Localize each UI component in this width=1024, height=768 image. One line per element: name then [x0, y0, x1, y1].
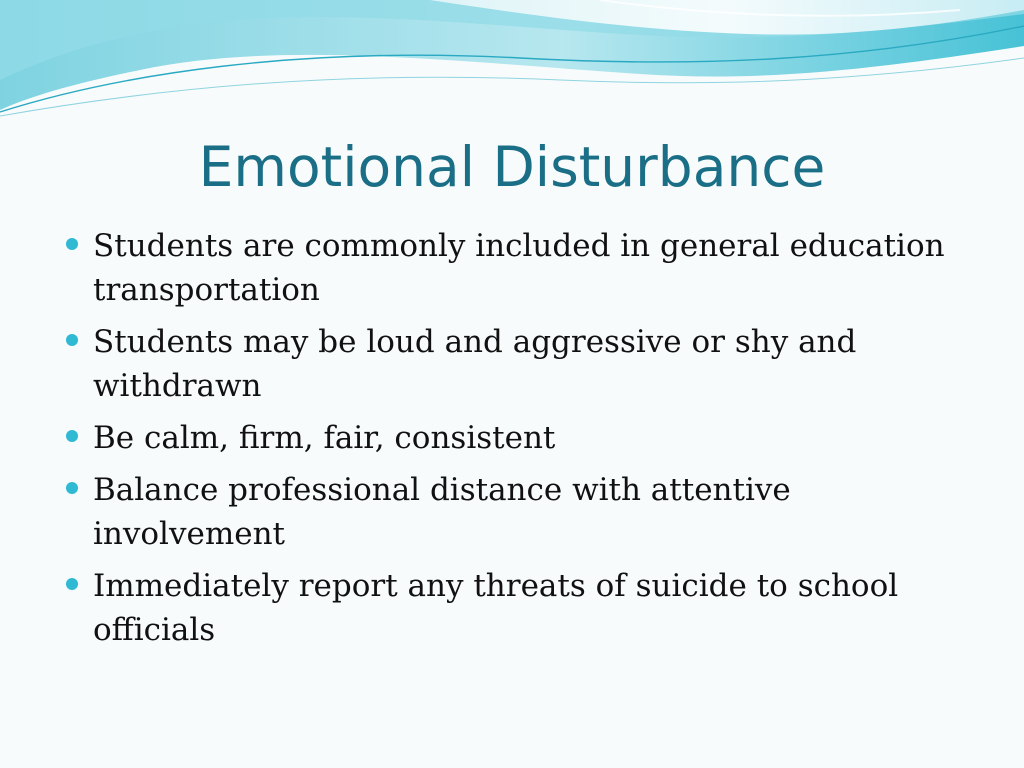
- bullet-item: [62, 416, 962, 460]
- bullet-text: Be calm, firm, fair, consistent: [93, 420, 556, 456]
- bullet-dot-icon: [66, 238, 78, 250]
- bullet-text: Students may be loud and aggressive or shy and withdrawn: [93, 324, 857, 404]
- bullet-dot-icon: [66, 334, 78, 346]
- bullet-item: [62, 468, 962, 556]
- header-wave-decoration: [0, 0, 1024, 120]
- bullet-list: [62, 224, 962, 660]
- bullet-text: Immediately report any threats of suicide to school officials: [93, 568, 899, 648]
- slide-title: Emotional Disturbance: [198, 135, 826, 199]
- bullet-dot-icon: [66, 578, 78, 590]
- bullet-item: [62, 224, 962, 312]
- bullet-item: [62, 564, 962, 652]
- bullet-dot-icon: [66, 430, 78, 442]
- bullet-text: Balance professional distance with attentive involvement: [93, 472, 791, 552]
- bullet-item: [62, 320, 962, 408]
- bullet-dot-icon: [66, 482, 78, 494]
- bullet-text: Students are commonly included in general education transportation: [93, 228, 945, 308]
